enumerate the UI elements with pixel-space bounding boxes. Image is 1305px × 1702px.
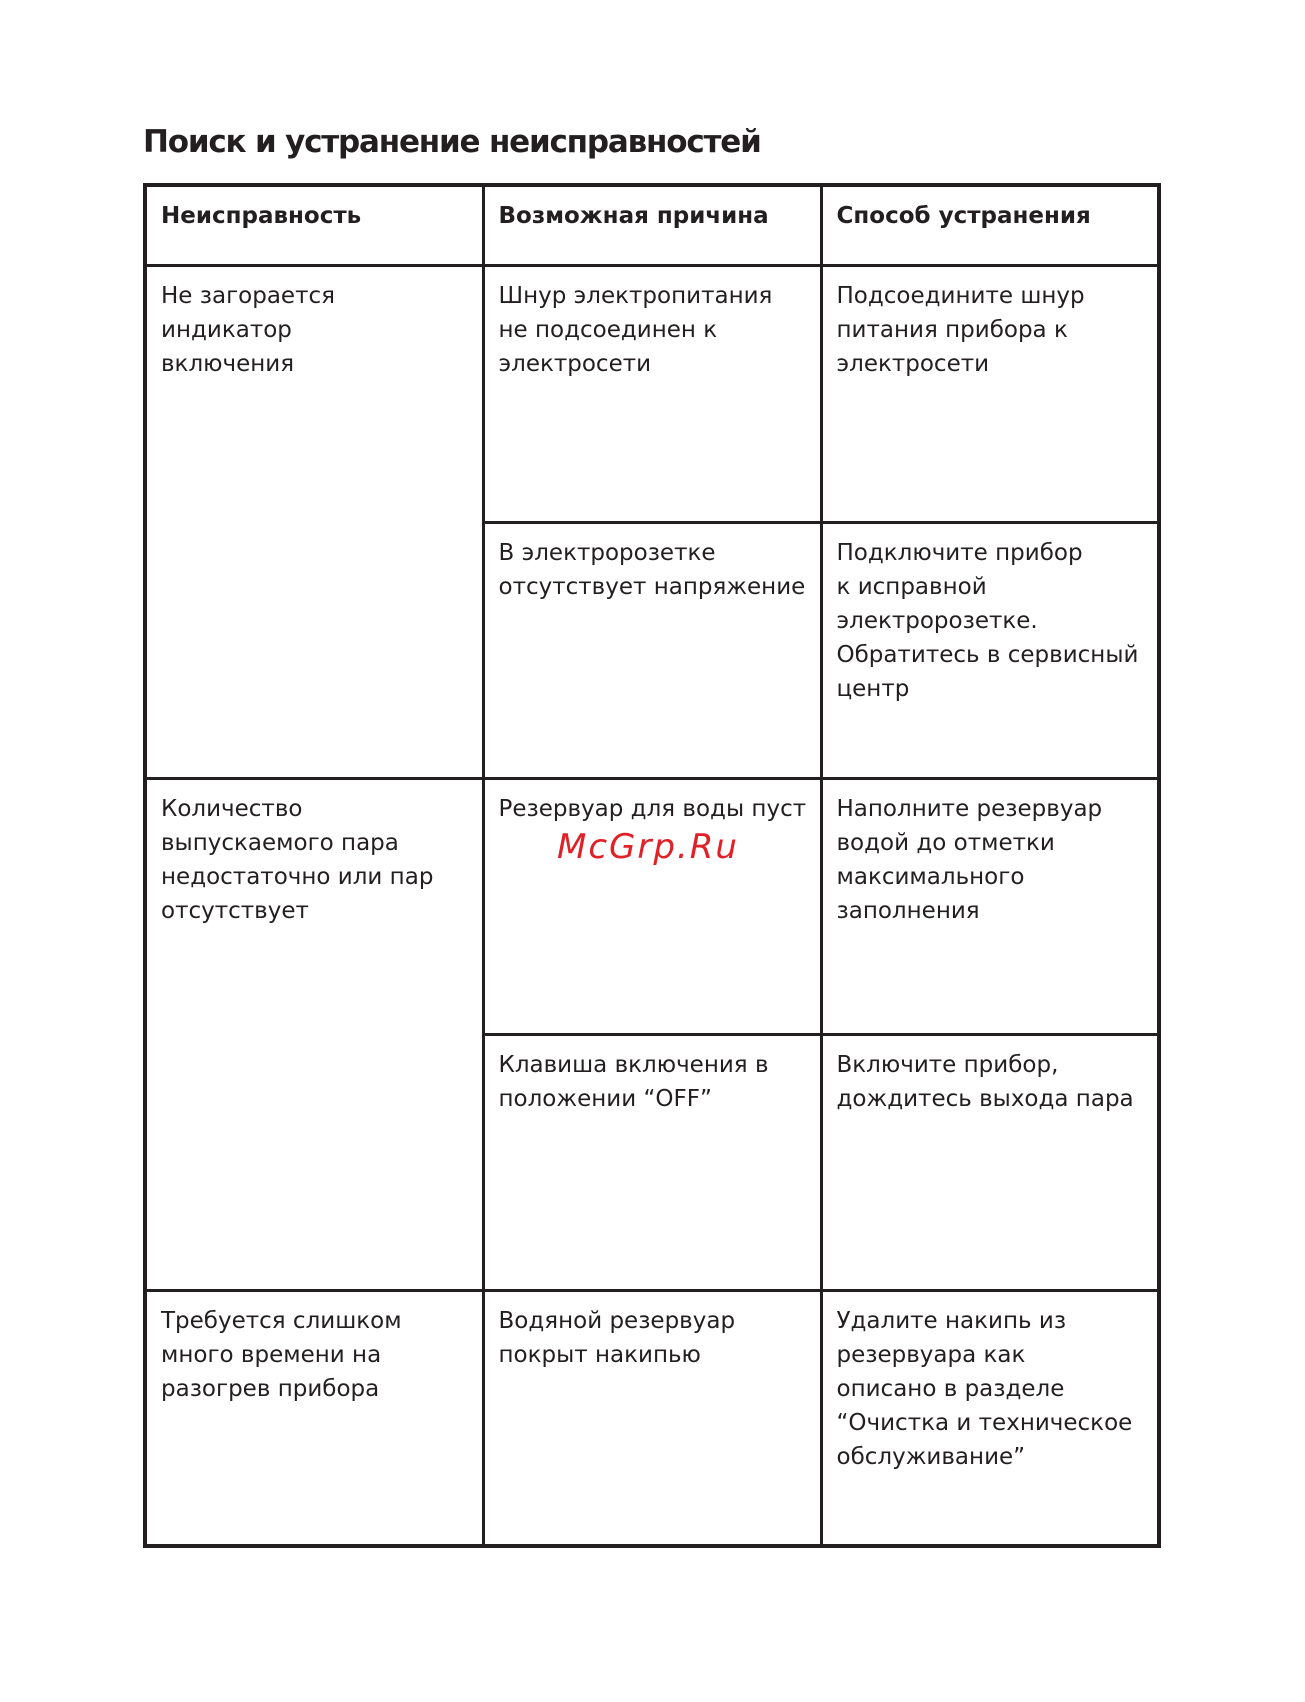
page-title: Поиск и устранение неисправностей: [143, 124, 761, 160]
problem-text: Требуется слишком много времени на разогрев прибора: [161, 1307, 402, 1402]
cause-cell: [483, 778, 821, 1034]
problem-text: Количество выпускаемого пара недостаточно или пар отсутствует: [161, 795, 434, 924]
solution-cell: [821, 778, 1159, 1034]
cause-cell: [483, 522, 821, 778]
solution-text: Включите прибор, дождитесь выхода пара: [836, 1051, 1134, 1112]
header-cause: Возможная причина: [483, 185, 821, 265]
cause-cell: [483, 1034, 821, 1290]
header-solution: Способ устранения: [821, 185, 1159, 265]
problem-text: Не загорается индикатор включения: [161, 282, 335, 377]
table-row: [145, 778, 1159, 1034]
problem-cell: [145, 1290, 483, 1546]
header-problem: Неисправность: [145, 185, 483, 265]
table-header-row: [145, 185, 1159, 265]
table-row: [145, 265, 1159, 522]
cause-text: Шнур электропитания не подсоединен к электросети: [498, 282, 773, 377]
solution-text: Удалите накипь из резервуара как описано в разделе “Очистка и техническое обслуживание”: [836, 1307, 1133, 1470]
cause-cell: [483, 1290, 821, 1546]
problem-cell: [145, 265, 483, 778]
table-row: [145, 1290, 1159, 1546]
problem-cell: [145, 778, 483, 1290]
solution-cell: [821, 1290, 1159, 1546]
cause-text: В электророзетке отсутствует напряжение: [498, 539, 806, 600]
cause-text: Клавиша включения в положении “OFF”: [498, 1051, 769, 1112]
solution-cell: [821, 1034, 1159, 1290]
watermark: McGrp.Ru: [557, 827, 739, 867]
cause-cell: [483, 265, 821, 522]
solution-text: Подсоедините шнур питания прибора к электросети: [836, 282, 1085, 377]
cause-text: Водяной резервуар покрыт накипью: [498, 1307, 736, 1368]
solution-text: Подключите прибор к исправной электророзетке. Обратитесь в сервисный центр: [836, 539, 1139, 702]
solution-text: Наполните резервуар водой до отметки максимального заполнения: [836, 795, 1103, 924]
solution-cell: [821, 522, 1159, 778]
cause-text: Резервуар для воды пуст: [498, 795, 807, 822]
solution-cell: [821, 265, 1159, 522]
